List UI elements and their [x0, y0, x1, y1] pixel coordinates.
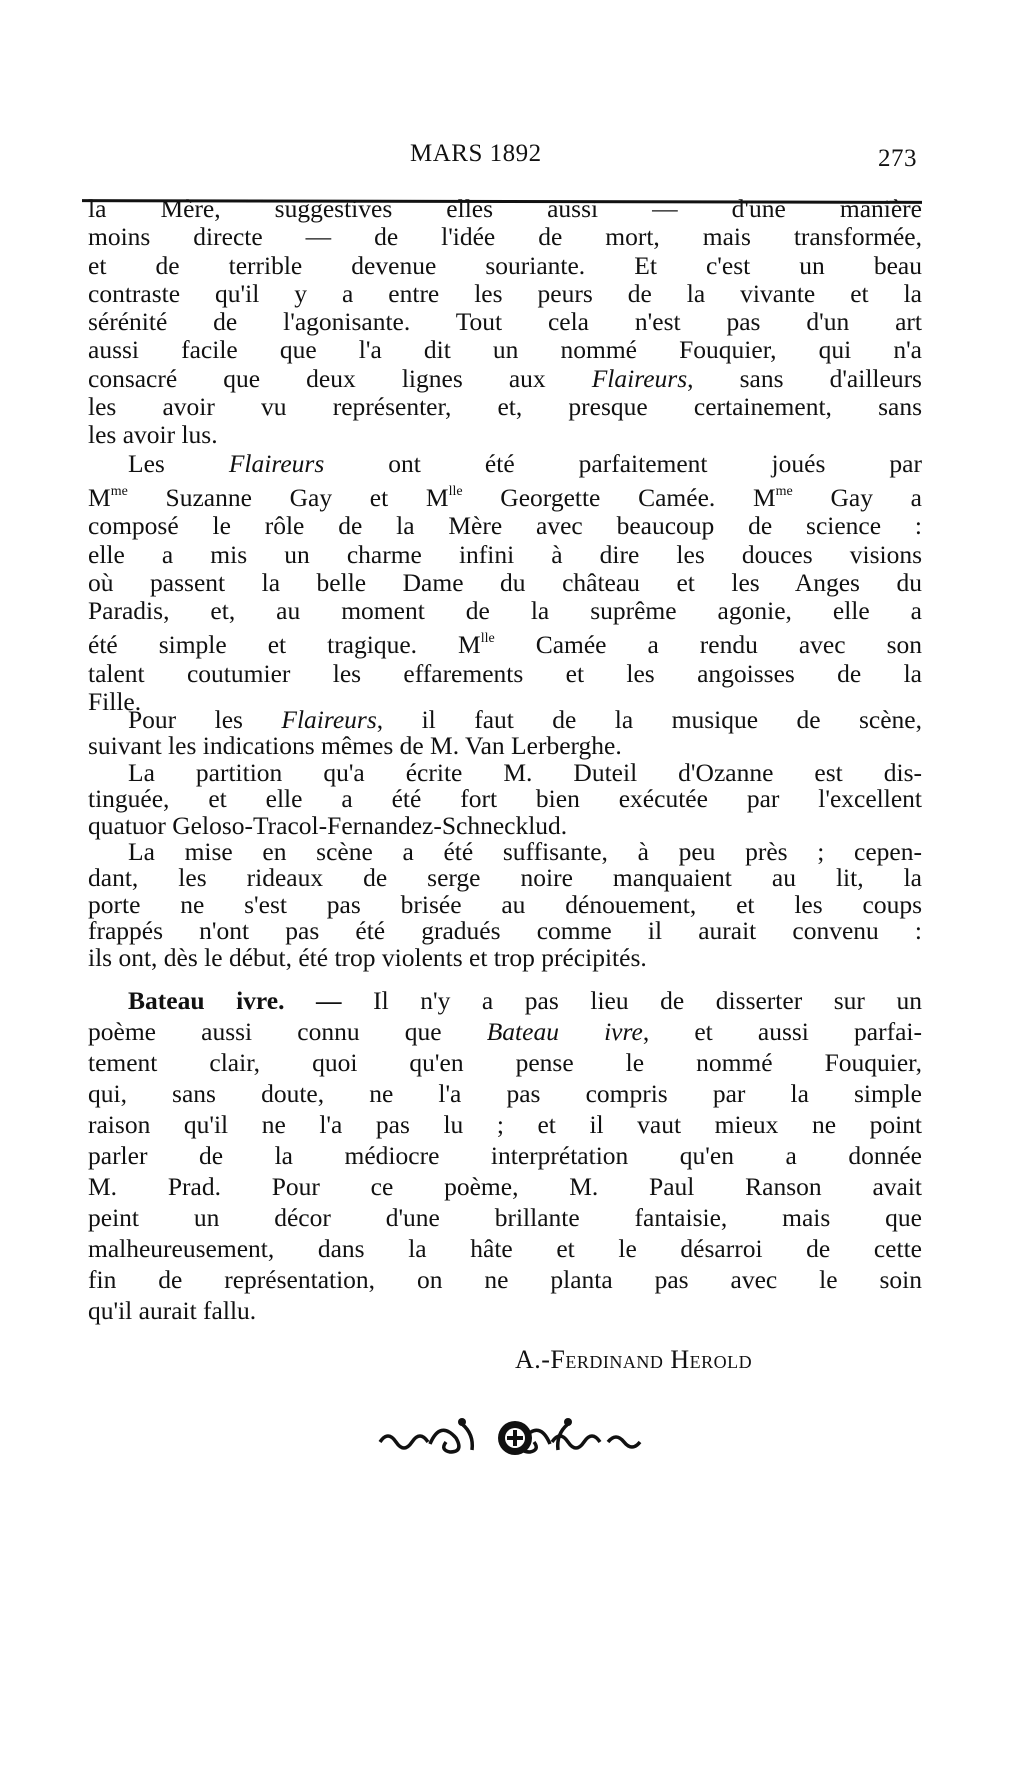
text-line: [88, 1016, 922, 1047]
text-run: tement clair, quoi qu'en pense le nommé Fouquier,: [88, 1048, 922, 1077]
text-run: poème aussi connu que: [88, 1017, 487, 1046]
text-run: parler de la médiocre interprétation qu'en a donnée: [88, 1141, 922, 1170]
text-run: Suzanne Gay et M: [127, 482, 449, 512]
text-line: [88, 1109, 922, 1140]
text-line: [88, 1171, 922, 1202]
text-run: Camée a rendu avec son: [494, 630, 922, 660]
text-run: composé le rôle de la Mère avec beaucoup de science :: [88, 511, 922, 541]
text-line: [88, 478, 922, 512]
text-line: [88, 450, 922, 478]
text-block-2: [88, 707, 922, 971]
text-run: talent coutumier les effarements et les angoisses de la: [88, 658, 922, 688]
text-run: Pour les: [128, 705, 282, 734]
text-line: [88, 541, 922, 569]
text-line: [88, 757, 922, 787]
page-number: 273: [878, 145, 917, 172]
text-line: [88, 839, 922, 865]
text-run: peint un décor d'une brillante fantaisie, mais que: [88, 1203, 922, 1232]
text-run: fin de représentation, on ne planta pas avec le soin: [88, 1265, 922, 1294]
author-signature: A.-Ferdinand Herold: [515, 1345, 753, 1374]
superscript: me: [775, 483, 793, 499]
text-line: [88, 889, 922, 919]
text-run: M: [88, 482, 111, 512]
text-line: [88, 1078, 922, 1109]
text-run: Paradis, et, au moment de la suprême agonie, elle a: [88, 596, 922, 626]
text-line: [88, 810, 922, 840]
text-run: Les: [128, 448, 229, 478]
text-run: moins directe — de l'idée de mort, mais transformée,: [88, 222, 922, 252]
text-run: frappés n'ont pas été gradués comme il aurait convenu :: [88, 916, 922, 946]
text-line: [88, 512, 922, 540]
text-line: [88, 336, 922, 364]
text-line: [88, 393, 922, 421]
floral-ornament-icon: [370, 1412, 660, 1462]
text-line: [88, 865, 922, 891]
text-run: quatuor Geloso-Tracol-Fernandez-Schnecklud.: [88, 810, 568, 840]
text-run: où passent la belle Dame du château et les Anges du: [88, 567, 922, 597]
text-run: les avoir lus.: [88, 420, 218, 450]
text-line: [88, 280, 922, 308]
text-line: [88, 918, 922, 944]
text-line: [88, 1295, 922, 1326]
text-run: porte ne s'est pas brisée au dénouement, et les coups: [88, 889, 922, 919]
text-line: [88, 308, 922, 336]
text-run: contraste qu'il y a entre les peurs de la vivante et la: [88, 278, 922, 308]
text-run: Il n'y a pas lieu de disserter sur un: [341, 986, 922, 1015]
text-run: , il faut de la musique de scène,: [376, 705, 922, 734]
superscript: lle: [448, 483, 463, 499]
text-run: consacré que deux lignes aux: [88, 363, 592, 393]
text-line: [88, 1233, 922, 1264]
text-run: Georgette Camée. M: [462, 482, 776, 512]
text-line: [88, 1264, 922, 1295]
text-run: les avoir vu représenter, et, presque certainement, sans: [88, 392, 922, 422]
text-line: [88, 1202, 922, 1233]
text-run: raison qu'il ne l'a pas lu ; et il vaut mieux ne point: [88, 1110, 922, 1139]
text-run: ont été parfaitement joués par: [324, 448, 922, 478]
text-run: Fille.: [88, 687, 142, 717]
text-run: , et aussi parfai-: [642, 1017, 922, 1046]
bold-heading: Bateau ivre. —: [128, 986, 342, 1015]
text-line: [88, 365, 922, 393]
text-run: M. Prad. Pour ce poème, M. Paul Ranson avait: [88, 1172, 922, 1201]
text-run: La mise en scène a été suffisante, à peu près ; cepen-: [128, 837, 922, 867]
text-line: [88, 223, 922, 251]
text-block-1: [88, 195, 922, 716]
text-line: [88, 597, 922, 625]
text-line: [88, 1047, 922, 1078]
text-line: [88, 733, 922, 759]
text-run: suivant les indications mêmes de M. Van Lerberghe.: [88, 731, 622, 761]
text-line: [88, 625, 922, 659]
text-run: ils ont, dès le début, été trop violents et trop précipités.: [88, 942, 647, 972]
text-line: [88, 985, 922, 1016]
text-line: [88, 569, 922, 597]
text-run: La partition qu'a écrite M. Duteil d'Ozanne est dis-: [128, 757, 922, 787]
text-run: été simple et tragique. M: [88, 630, 481, 660]
text-line: [88, 195, 922, 223]
text-run: tinguée, et elle a été fort bien exécutée par l'excellent: [88, 784, 922, 814]
text-line: [88, 421, 922, 449]
text-line: [88, 660, 922, 688]
text-run: dant, les rideaux de serge noire manquaient au lit, la: [88, 863, 922, 893]
text-run: sérénité de l'agonisante. Tout cela n'est pas d'un art: [88, 307, 922, 337]
italic-title: Flaireurs: [281, 705, 377, 734]
text-line: [88, 1140, 922, 1171]
italic-title: Flaireurs: [591, 363, 688, 393]
text-run: aussi facile que l'a dit un nommé Fouquier, qui n'a: [88, 335, 922, 365]
text-run: elle a mis un charme infini à dire les douces visions: [88, 539, 922, 569]
text-run: malheureusement, dans la hâte et le désarroi de cette: [88, 1234, 922, 1263]
text-line: [88, 942, 922, 972]
italic-title: Bateau ivre: [486, 1017, 643, 1046]
text-run: la Mère, suggestives elles aussi — d'une manière: [88, 194, 922, 223]
text-run: et de terrible devenue souriante. Et c'est un beau: [88, 250, 922, 280]
superscript: me: [110, 483, 128, 499]
running-header-title: MARS 1892: [410, 140, 542, 167]
text-run: Gay a: [792, 482, 922, 512]
text-line: [88, 707, 922, 733]
text-run: qu'il aurait fallu.: [88, 1296, 257, 1325]
text-block-3: [88, 985, 922, 1326]
text-run: qui, sans doute, ne l'a pas compris par la simple: [88, 1079, 922, 1108]
text-line: [88, 252, 922, 280]
italic-title: Flaireurs: [228, 448, 325, 478]
text-run: , sans d'ailleurs: [687, 363, 922, 393]
text-line: [88, 786, 922, 812]
superscript: lle: [480, 631, 495, 647]
